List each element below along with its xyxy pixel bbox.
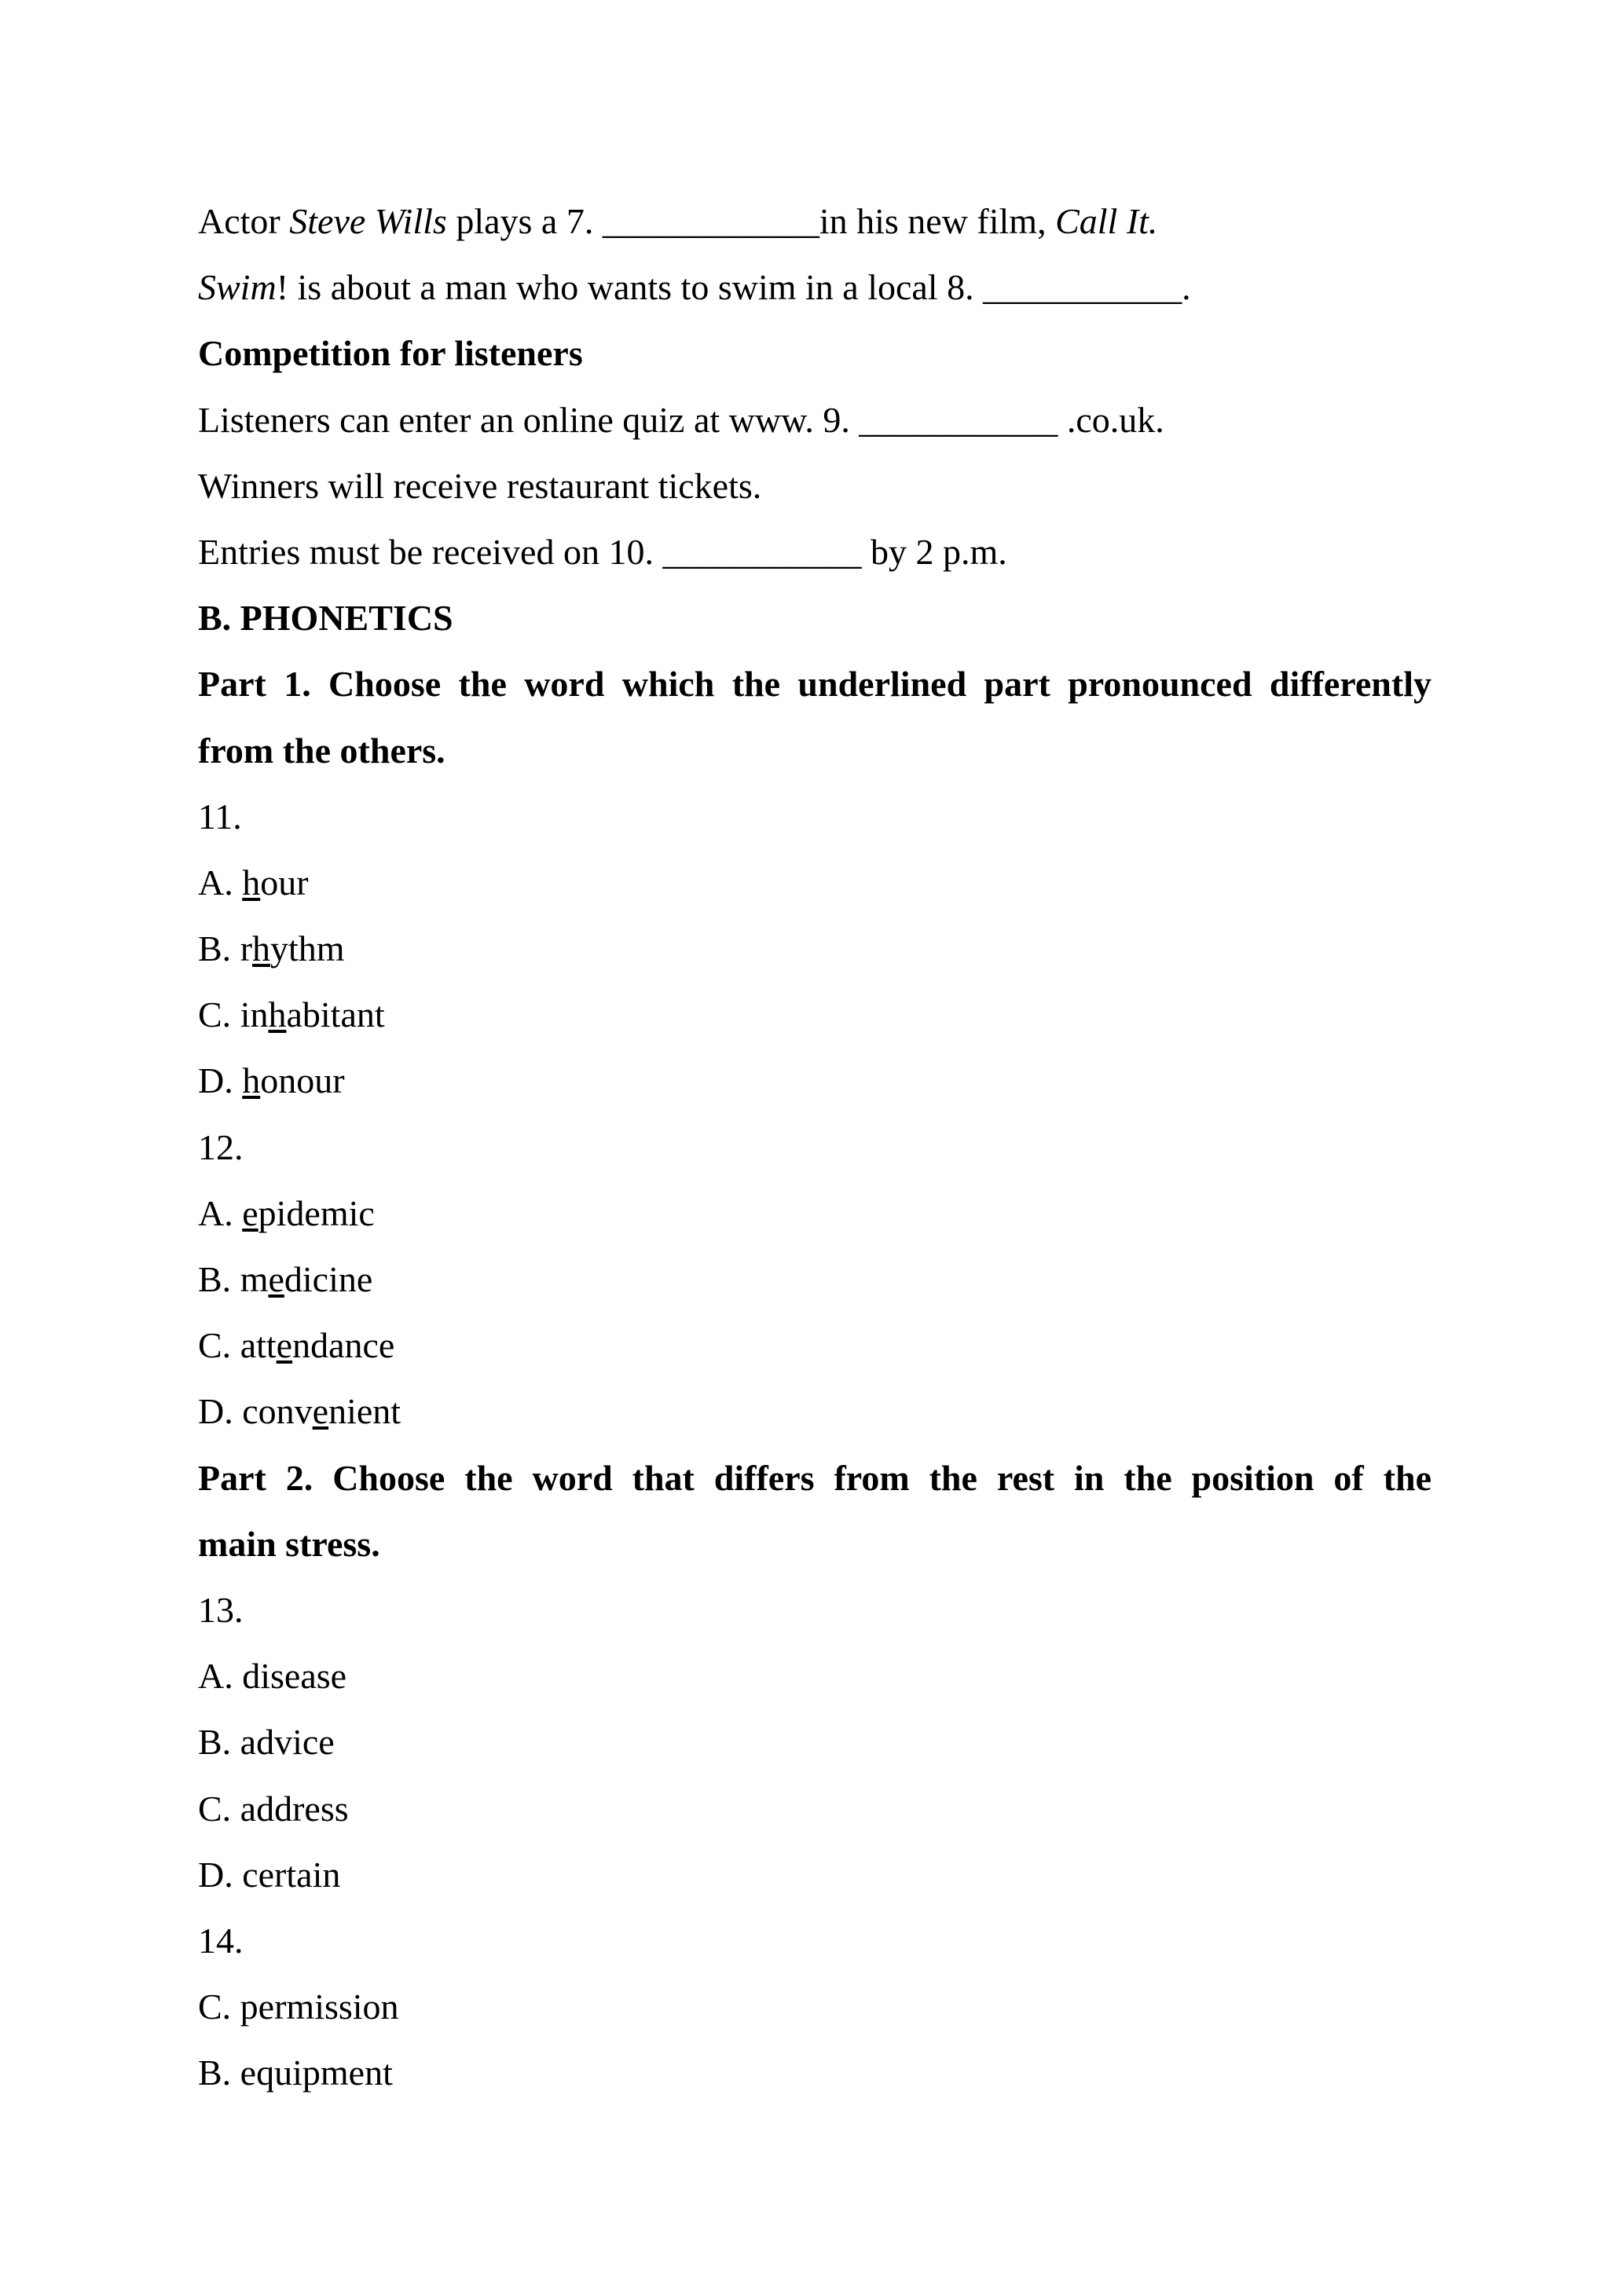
q10-text-end: by 2 p.m. bbox=[861, 531, 1007, 572]
q13-option-b[interactable]: B. advice bbox=[198, 1722, 335, 1763]
q11-option-a[interactable]: A. hour bbox=[198, 862, 309, 903]
part-2-instruction-line-1: Part 2. Choose the word that differs from the rest in the position of the bbox=[198, 1457, 1432, 1498]
answer-blank-10[interactable]: ___________ bbox=[662, 531, 862, 572]
underlined-part: e bbox=[312, 1391, 329, 1432]
question-9-line bbox=[198, 387, 1432, 453]
q9-text-end: .co.uk. bbox=[1058, 399, 1164, 440]
q14-option-c[interactable]: C. permission bbox=[198, 1987, 399, 2027]
question-8-line bbox=[198, 255, 1432, 320]
document-page bbox=[198, 189, 1432, 2106]
winners-line: Winners will receive restaurant tickets. bbox=[198, 465, 762, 506]
q12-option-a[interactable]: A. epidemic bbox=[198, 1192, 375, 1233]
underlined-part: e bbox=[242, 1192, 258, 1233]
q14-option-b[interactable]: B. equipment bbox=[198, 2052, 393, 2093]
q11-option-d[interactable]: D. honour bbox=[198, 1060, 345, 1101]
q10-text-start: Entries must be received on 10. bbox=[198, 531, 663, 572]
underlined-part: h bbox=[252, 928, 271, 969]
question-10-line bbox=[198, 519, 1432, 585]
answer-blank-9[interactable]: ___________ bbox=[859, 399, 1058, 440]
part-2-instruction-line-2: main stress. bbox=[198, 1523, 380, 1564]
q12-option-d[interactable]: D. convenient bbox=[198, 1391, 401, 1432]
question-11-number: 11. bbox=[198, 796, 242, 837]
underlined-part: e bbox=[276, 1325, 293, 1366]
answer-blank-8[interactable]: ___________ bbox=[983, 267, 1182, 308]
question-7-line bbox=[198, 189, 1432, 255]
q7-text-start: Actor bbox=[198, 201, 290, 241]
q13-option-c[interactable]: C. address bbox=[198, 1788, 349, 1829]
section-heading-phonetics: B. PHONETICS bbox=[198, 598, 453, 639]
underlined-part: e bbox=[268, 1259, 284, 1299]
question-12-number: 12. bbox=[198, 1126, 244, 1167]
question-13-number: 13. bbox=[198, 1589, 244, 1630]
underlined-part: h bbox=[268, 994, 287, 1035]
underlined-part: h bbox=[242, 862, 261, 903]
q7-text-end: in his new film, bbox=[819, 201, 1056, 241]
q12-option-b[interactable]: B. medicine bbox=[198, 1259, 373, 1299]
film-title-end: Swim bbox=[198, 267, 277, 308]
part-1-instruction-line-1: Part 1. Choose the word which the underlined part pronounced differently bbox=[198, 664, 1432, 705]
q13-option-d[interactable]: D. certain bbox=[198, 1854, 341, 1895]
q11-option-c[interactable]: C. inhabitant bbox=[198, 994, 385, 1035]
answer-blank-7[interactable]: ____________ bbox=[602, 201, 819, 241]
q8-text: ! is about a man who wants to swim in a local 8. bbox=[276, 267, 984, 308]
competition-heading: Competition for listeners bbox=[198, 333, 583, 374]
q11-option-b[interactable]: B. rhythm bbox=[198, 928, 345, 969]
q13-option-a[interactable]: A. disease bbox=[198, 1656, 347, 1697]
underlined-part: h bbox=[242, 1060, 261, 1101]
film-title-start: Call It. bbox=[1055, 201, 1158, 241]
question-14-number: 14. bbox=[198, 1920, 244, 1961]
q12-option-c[interactable]: C. attendance bbox=[198, 1325, 395, 1366]
q9-text-start: Listeners can enter an online quiz at www. 9. bbox=[198, 399, 860, 440]
part-1-instruction-line-2: from the others. bbox=[198, 730, 445, 771]
q7-text-mid: plays a 7. bbox=[446, 201, 603, 241]
q8-period: . bbox=[1182, 267, 1191, 308]
actor-name: Steve Wills bbox=[289, 201, 447, 241]
